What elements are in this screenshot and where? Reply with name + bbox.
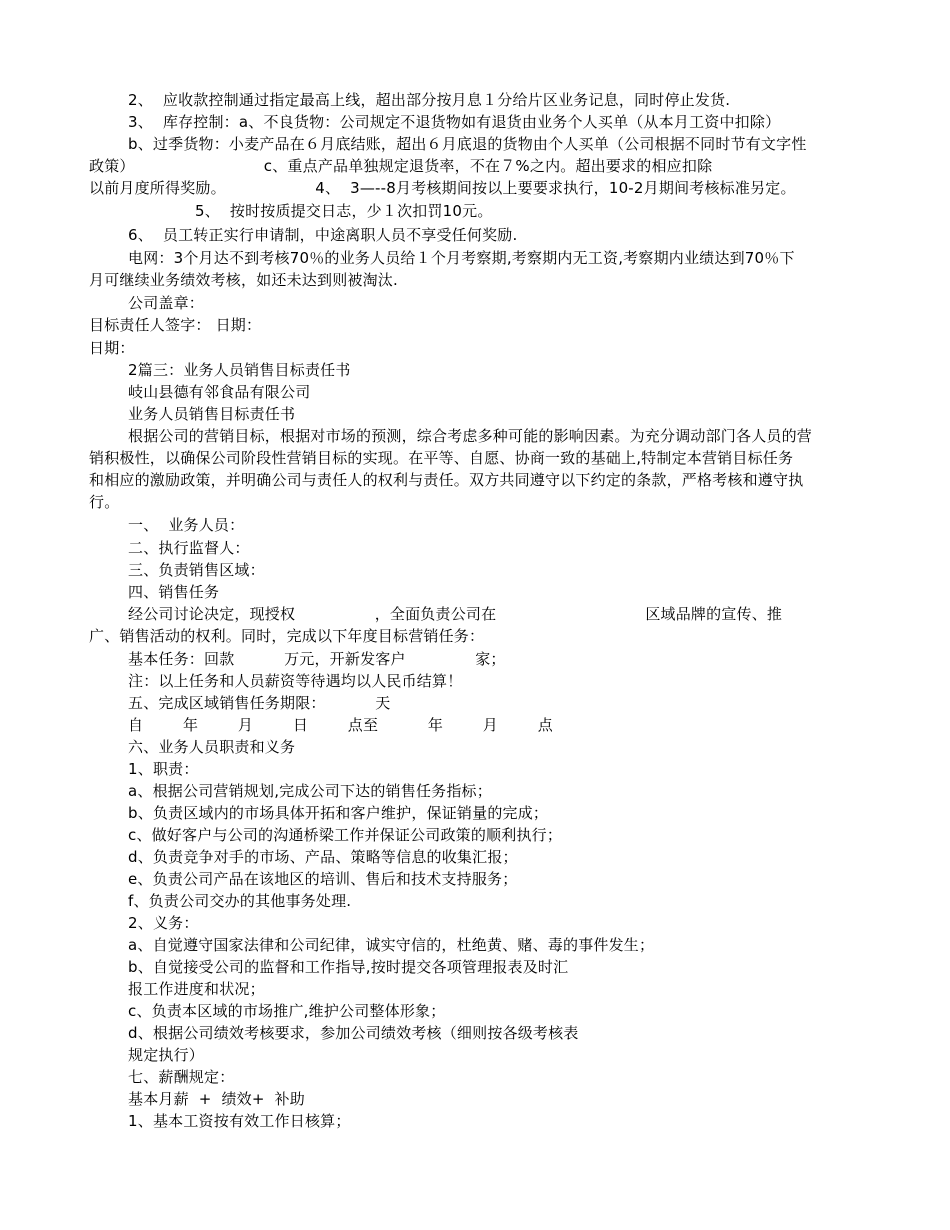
doc-line: 日期： <box>89 339 135 357</box>
doc-line: 2、 应收款控制通过指定最高上线，超出部分按月息１分给片区业务记息，同时停止发货. <box>128 91 731 109</box>
doc-line: b、过季货物：小麦产品在６月底结账，超出６月底退的货物由个人买单（公司根据不同时节有文字性 <box>128 135 807 153</box>
doc-line: 以前月度所得奖励。 4、 3—--8月考核期间按以上要要求执行，10-2月期间考核标准另定。 <box>89 179 796 197</box>
doc-line: 六、业务人员职责和义务 <box>128 738 296 756</box>
doc-line: 公司盖章： <box>128 294 205 312</box>
doc-line: 自 年 月 日 点至 年 月 点 <box>128 716 553 734</box>
doc-line: f、负责公司交办的其他事务处理. <box>128 892 352 910</box>
doc-line: 岐山县德有邻食品有限公司 <box>128 383 311 401</box>
doc-line: 政策） c、重点产品单独规定退货率，不在７%之内。超出要求的相应扣除 <box>89 157 713 175</box>
doc-line: d、根据公司绩效考核要求，参加公司绩效考核（细则按各级考核表 <box>128 1024 579 1042</box>
doc-line: 2篇三：业务人员销售目标责任书 <box>128 361 351 379</box>
doc-line: b、自觉接受公司的监督和工作指导,按时提交各项管理报表及时汇 <box>128 958 569 976</box>
doc-line: 二、执行监督人： <box>128 539 250 557</box>
doc-line: b、负责区域内的市场具体开拓和客户维护，保证销量的完成； <box>128 804 549 822</box>
doc-line: 电网：3个月达不到考核70％的业务人员给１个月考察期,考察期内无工资,考察期内业绩达到70％下 <box>128 249 795 267</box>
doc-line: e、负责公司产品在该地区的培训、售后和技术支持服务； <box>128 870 518 888</box>
doc-line: 注：以上任务和人员薪资等待遇均以人民币结算！ <box>128 672 463 690</box>
doc-line: c、负责本区域的市场推广,维护公司整体形象； <box>128 1002 446 1020</box>
doc-line: 广、销售活动的权利。同时，完成以下年度目标营销任务： <box>89 627 485 645</box>
doc-line: 5、 按时按质提交日志，少１次扣罚10元。 <box>195 202 493 220</box>
doc-line: 销积极性，以确保公司阶段性营销目标的实现。在平等、自愿、协商一致的基础上,特制定本营销目标任务 <box>89 449 794 467</box>
doc-line: 1、职责： <box>128 760 199 778</box>
doc-line: 报工作进度和状况； <box>128 980 265 998</box>
doc-line: 七、薪酬规定： <box>128 1068 235 1086</box>
doc-line: 和相应的激励政策，并明确公司与责任人的权利与责任。双方共同遵守以下约定的条款，严格考核和遵守执 <box>89 471 804 489</box>
doc-line: 1、基本工资按有效工作日核算； <box>128 1112 351 1130</box>
doc-line: 五、完成区域销售任务期限： 天 <box>128 694 391 712</box>
doc-line: 基本任务：回款 万元，开新发客户 家； <box>128 650 506 668</box>
doc-line: 行。 <box>89 493 120 511</box>
doc-line: 3、 库存控制：a、不良货物：公司规定不退货物如有退货由业务个人买单（从本月工资中扣除） <box>128 113 781 131</box>
doc-line: 规定执行） <box>128 1046 205 1064</box>
doc-line: d、负责竞争对手的市场、产品、策略等信息的收集汇报； <box>128 848 518 866</box>
doc-line: 根据公司的营销目标，根据对市场的预测，综合考虑多种可能的影响因素。为充分调动部门各人员的营 <box>128 427 813 445</box>
doc-line: 业务人员销售目标责任书 <box>128 405 296 423</box>
doc-line: a、自觉遵守国家法律和公司纪律，诚实守信的，杜绝黄、赌、毒的事件发生； <box>128 936 655 954</box>
doc-line: 基本月薪 + 绩效+ 补助 <box>128 1090 305 1108</box>
doc-line: a、根据公司营销规划,完成公司下达的销售任务指标； <box>128 782 492 800</box>
doc-line: 经公司讨论决定，现授权 ，全面负责公司在 区域品牌的宣传、推 <box>128 605 783 623</box>
doc-line: 一、 业务人员： <box>128 516 245 534</box>
doc-line: 目标责任人签字： 日期： <box>89 316 262 334</box>
doc-line: 6、 员工转正实行申请制，中途离职人员不享受任何奖励. <box>128 226 518 244</box>
doc-line: 三、负责销售区域： <box>128 561 265 579</box>
doc-line: 月可继续业务绩效考核，如还未达到则被淘汰. <box>89 271 398 289</box>
doc-line: 四、销售任务 <box>128 583 220 601</box>
doc-line: c、做好客户与公司的沟通桥梁工作并保证公司政策的顺利执行； <box>128 826 563 844</box>
doc-line: 2、义务： <box>128 914 199 932</box>
